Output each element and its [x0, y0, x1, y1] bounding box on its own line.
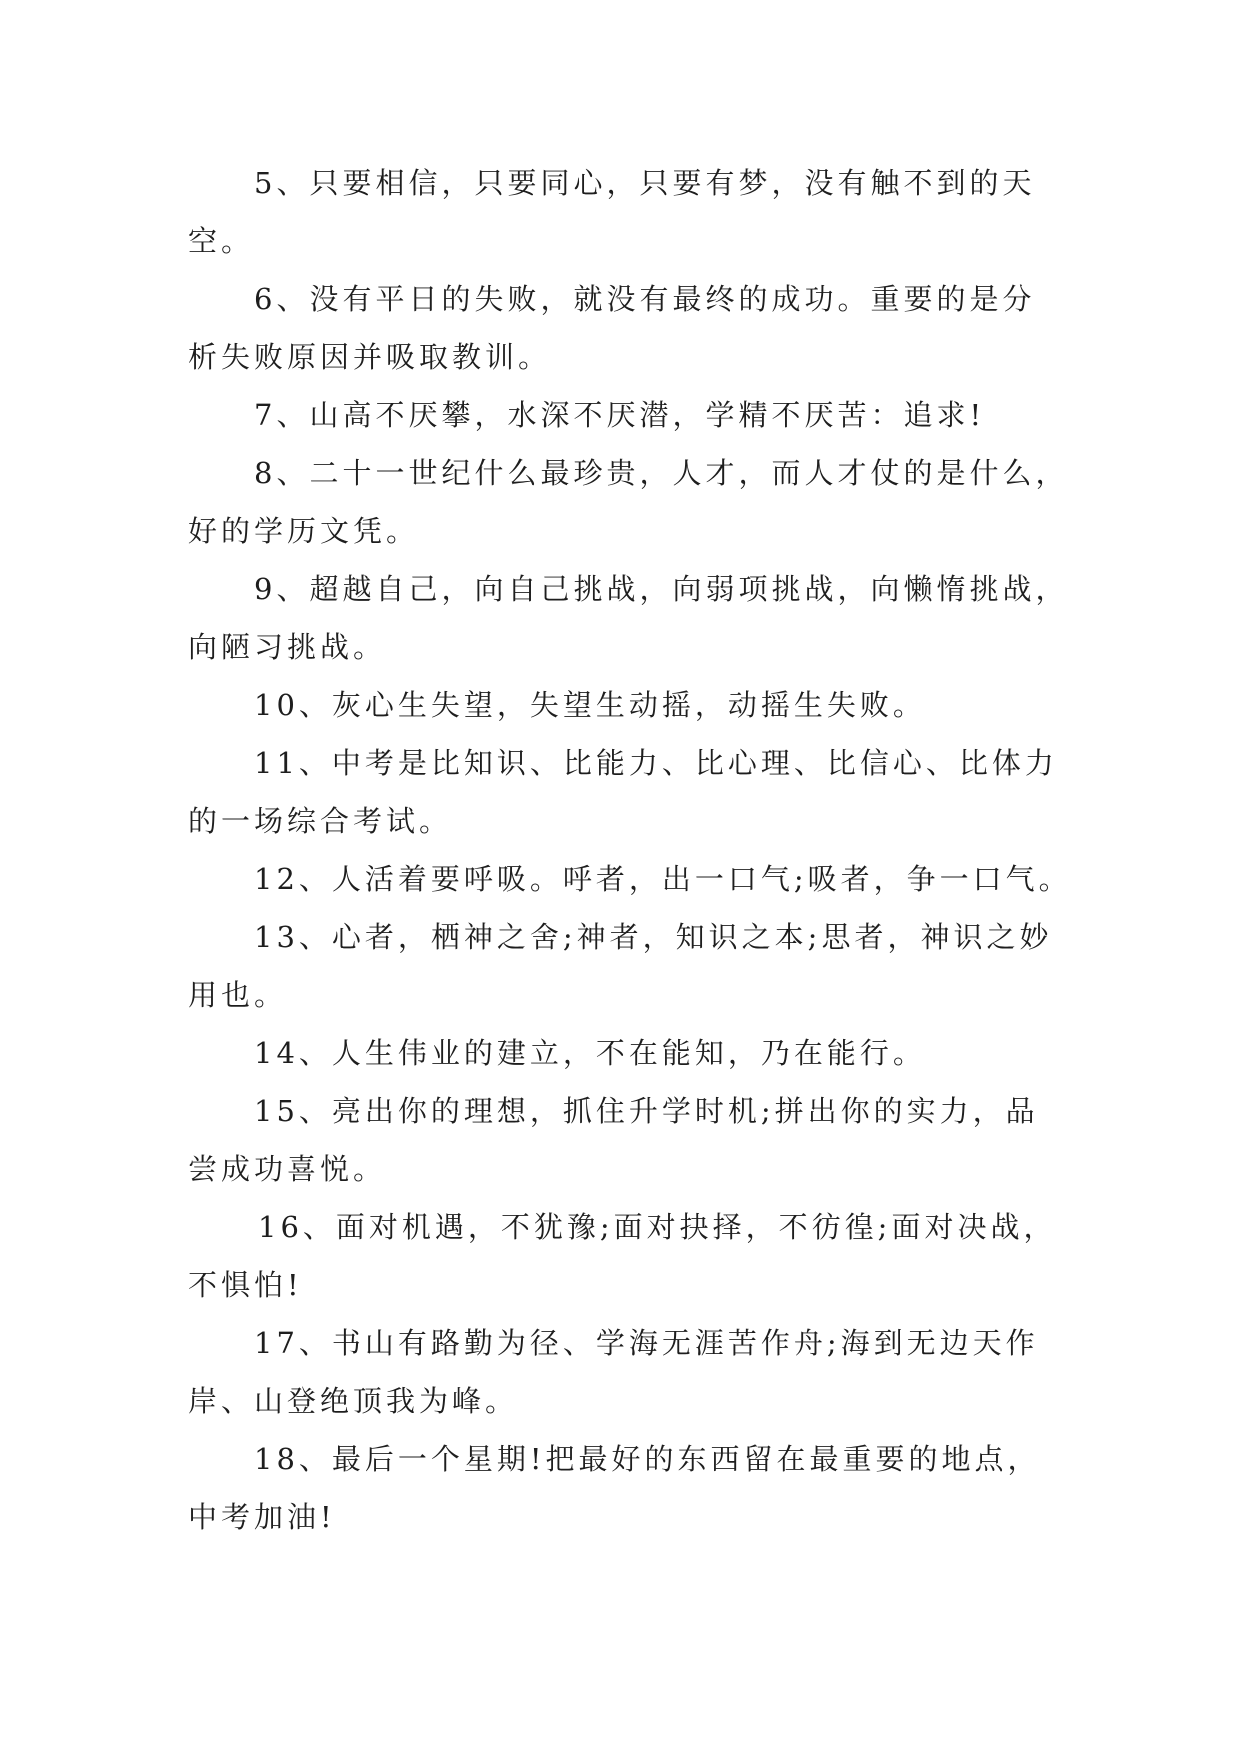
paragraph-12: [188, 850, 1088, 908]
paragraph-line: 6、没有平日的失败，就没有最终的成功。重要的是分: [254, 282, 1036, 316]
paragraph-line: 向陋习挑战。: [188, 630, 387, 664]
paragraph-7: [188, 386, 1088, 444]
paragraph-8: [188, 444, 1088, 560]
paragraph-15: [188, 1082, 1088, 1198]
paragraph-line: 析失败原因并吸取教训。: [188, 340, 552, 374]
paragraph-line: 13、心者，栖神之舍;神者，知识之本;思者，神识之妙: [254, 920, 1053, 954]
paragraph-line: 18、最后一个星期!把最好的东西留在最重要的地点，: [254, 1442, 1041, 1476]
paragraph-16: [188, 1198, 1088, 1314]
paragraph-line: 10、灰心生失望，失望生动摇，动摇生失败。: [254, 688, 926, 722]
paragraph-line: 9、超越自己，向自己挑战，向弱项挑战，向懒惰挑战，: [254, 572, 1069, 606]
paragraph-line: 中考加油!: [188, 1500, 336, 1534]
paragraph-line: 15、亮出你的理想，抓住升学时机;拼出你的实力，品: [254, 1094, 1039, 1128]
paragraph-5: [188, 154, 1088, 270]
document-page: [188, 154, 1088, 1546]
paragraph-17: [188, 1314, 1088, 1430]
paragraph-line: 的一场综合考试。: [188, 804, 453, 838]
paragraph-line: 好的学历文凭。: [188, 514, 420, 548]
paragraph-10: [188, 676, 1088, 734]
paragraph-line: 14、人生伟业的建立，不在能知，乃在能行。: [254, 1036, 926, 1070]
paragraph-13: [188, 908, 1088, 1024]
paragraph-line: 尝成功喜悦。: [188, 1152, 387, 1186]
paragraph-18: [188, 1430, 1088, 1546]
paragraph-line: 岸、山登绝顶我为峰。: [188, 1384, 519, 1418]
paragraph-line: 7、山高不厌攀，水深不厌潜，学精不厌苦：追求!: [254, 398, 986, 432]
paragraph-11: [188, 734, 1088, 850]
paragraph-line: 不惧怕!: [188, 1268, 303, 1302]
paragraph-line: 空。: [188, 224, 255, 258]
paragraph-line: 17、书山有路勤为径、学海无涯苦作舟;海到无边天作: [254, 1326, 1039, 1360]
paragraph-line: 8、二十一世纪什么最珍贵，人才，而人才仗的是什么，: [254, 456, 1069, 490]
paragraph-9: [188, 560, 1088, 676]
paragraph-6: [188, 270, 1088, 386]
paragraph-line: 12、人活着要呼吸。呼者，出一口气;吸者，争一口气。: [254, 862, 1072, 896]
paragraph-14: [188, 1024, 1088, 1082]
paragraph-line: 用也。: [188, 978, 288, 1012]
paragraph-line: 5、只要相信，只要同心，只要有梦，没有触不到的天: [254, 166, 1036, 200]
paragraph-line: 11、中考是比知识、比能力、比心理、比信心、比体力: [254, 746, 1058, 780]
paragraph-line: 16、面对机遇，不犹豫;面对抉择，不彷徨;面对决战，: [258, 1210, 1057, 1244]
